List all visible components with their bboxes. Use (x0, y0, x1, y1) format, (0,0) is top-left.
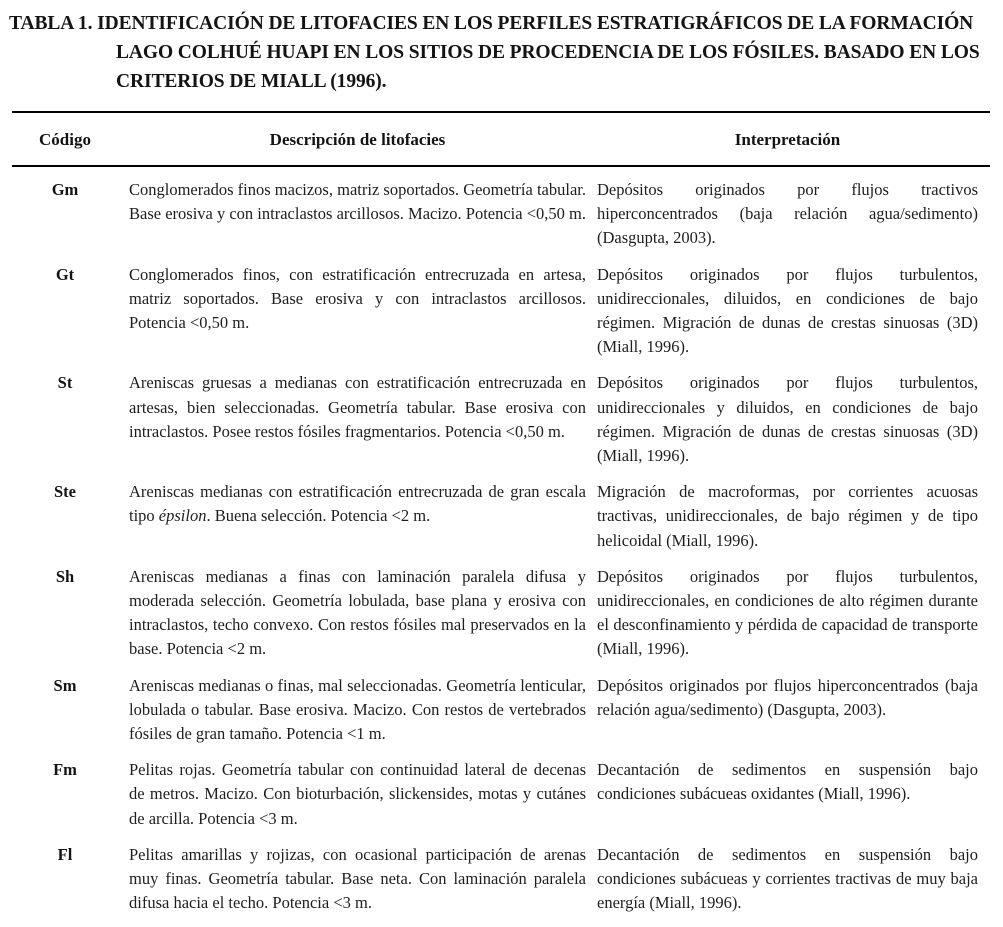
description-cell: Areniscas medianas a finas con laminación paralela difusa y moderada selección. Geometría lobulada, base plana y erosiva con intraclastos, techo convexo. Con restos fósiles mal preservados en la base. Potencia <2 m. (129, 566, 586, 659)
facies-code: Gm (51, 180, 79, 199)
facies-code: Fm (53, 760, 77, 780)
table-title-line-2: LAGO COLHUÉ HUAPI EN LOS SITIOS DE PROCEDENCIA DE LOS FÓSILES. BASADO EN LOS (116, 42, 980, 63)
interpretation-cell: Decantación de sedimentos en suspensión bajo condiciones subácueas y corrientes tractivas de muy baja energía (Miall, 1996). (597, 844, 978, 913)
description-cell: Areniscas medianas o finas, mal seleccionadas. Geometría lenticular, lobulada o tabular. Base erosiva. Macizo. Con restos de vertebrados fósiles de gran tamaño. Potencia <1 m. (129, 675, 586, 744)
table-row (12, 565, 991, 662)
table-row (12, 263, 991, 360)
description-cell: Areniscas gruesas a medianas con estratificación entrecruzada en artesas, bien seleccionadas. Geometría tabular. Base erosiva con intraclastos. Posee restos fósiles fragmentarios. Potencia <0,50 m. (129, 373, 586, 441)
description-cell: Conglomerados finos, con estratificación entrecruzada en artesa, matriz soportados. Base erosiva y con intraclastos arcillosos. Potencia <0,50 m. (129, 264, 586, 333)
table-row (12, 480, 991, 553)
interpretation-cell: Depósitos originados por flujos hiperconcentrados (baja relación agua/sedimento) (Dasgupta, 2003). (597, 675, 978, 719)
facies-code: Sm (53, 675, 77, 695)
facies-code: Gt (55, 264, 75, 284)
table-title-line-3: CRITERIOS DE MIALL (1996). (116, 71, 387, 92)
table-row (12, 371, 991, 468)
description-cell: Areniscas medianas con estratificación entrecruzada de gran escala tipo épsilon. Buena selección. Potencia <2 m. (129, 482, 586, 526)
description-cell: Conglomerados finos macizos, matriz soportados. Geometría tabular. Base erosiva y con intraclastos arcillosos. Macizo. Potencia <0,50 m. (129, 180, 586, 224)
column-header-descripcion: Descripción de litofacies (269, 130, 446, 149)
table-row (12, 674, 991, 747)
interpretation-cell: Depósitos originados por flujos tractivos hiperconcentrados (baja relación agua/sedimento) (Dasgupta, 2003). (597, 180, 978, 248)
table-header-row (12, 113, 991, 165)
facies-code: Ste (54, 482, 76, 502)
interpretation-cell: Decantación de sedimentos en suspensión bajo condiciones subácueas oxidantes (Miall, 1996). (597, 760, 978, 804)
table-row (12, 758, 991, 831)
table-title-line-1: TABLA 1. IDENTIFICACIÓN DE LITOFACIES EN LOS PERFILES ESTRATIGRÁFICOS DE LA FORMACIÓN (9, 13, 974, 34)
table-row (12, 843, 991, 916)
interpretation-cell: Depósitos originados por flujos turbulentos, unidireccionales, diluidos, en condiciones de bajo régimen. Migración de dunas de crestas sinuosas (3D) (Miall, 1996). (597, 264, 978, 357)
facies-code: Sh (55, 566, 75, 586)
table-title (9, 9, 991, 96)
interpretation-cell: Migración de macroformas, por corrientes acuosas tractivas, unidireccionales, de bajo régimen y de tipo helicoidal (Miall, 1996). (597, 482, 978, 550)
facies-code: St (57, 373, 73, 393)
table-row (12, 178, 991, 251)
table-body (9, 167, 991, 927)
facies-code: Fl (57, 844, 73, 864)
description-cell: Pelitas amarillas y rojizas, con ocasional participación de arenas muy finas. Geometría tabular. Base neta. Con laminación paralela difusa hacia el techo. Potencia <3 m. (129, 844, 586, 913)
interpretation-cell: Depósitos originados por flujos turbulentos, unidireccionales, en condiciones de alto régimen durante el desconfinamiento y pérdida de capacidad de transporte (Miall, 1996). (597, 566, 978, 659)
description-cell: Pelitas rojas. Geometría tabular con continuidad lateral de decenas de metros. Macizo. Con bioturbación, slickensides, motas y cutánes de arcilla. Potencia <3 m. (129, 760, 586, 828)
interpretation-cell: Depósitos originados por flujos turbulentos, unidireccionales y diluidos, en condiciones de bajo régimen. Migración de dunas de crestas sinuosas (3D) (Miall, 1996). (597, 373, 978, 466)
column-header-interpretacion: Interpretación (734, 130, 841, 149)
column-header-codigo: Código (39, 130, 91, 149)
